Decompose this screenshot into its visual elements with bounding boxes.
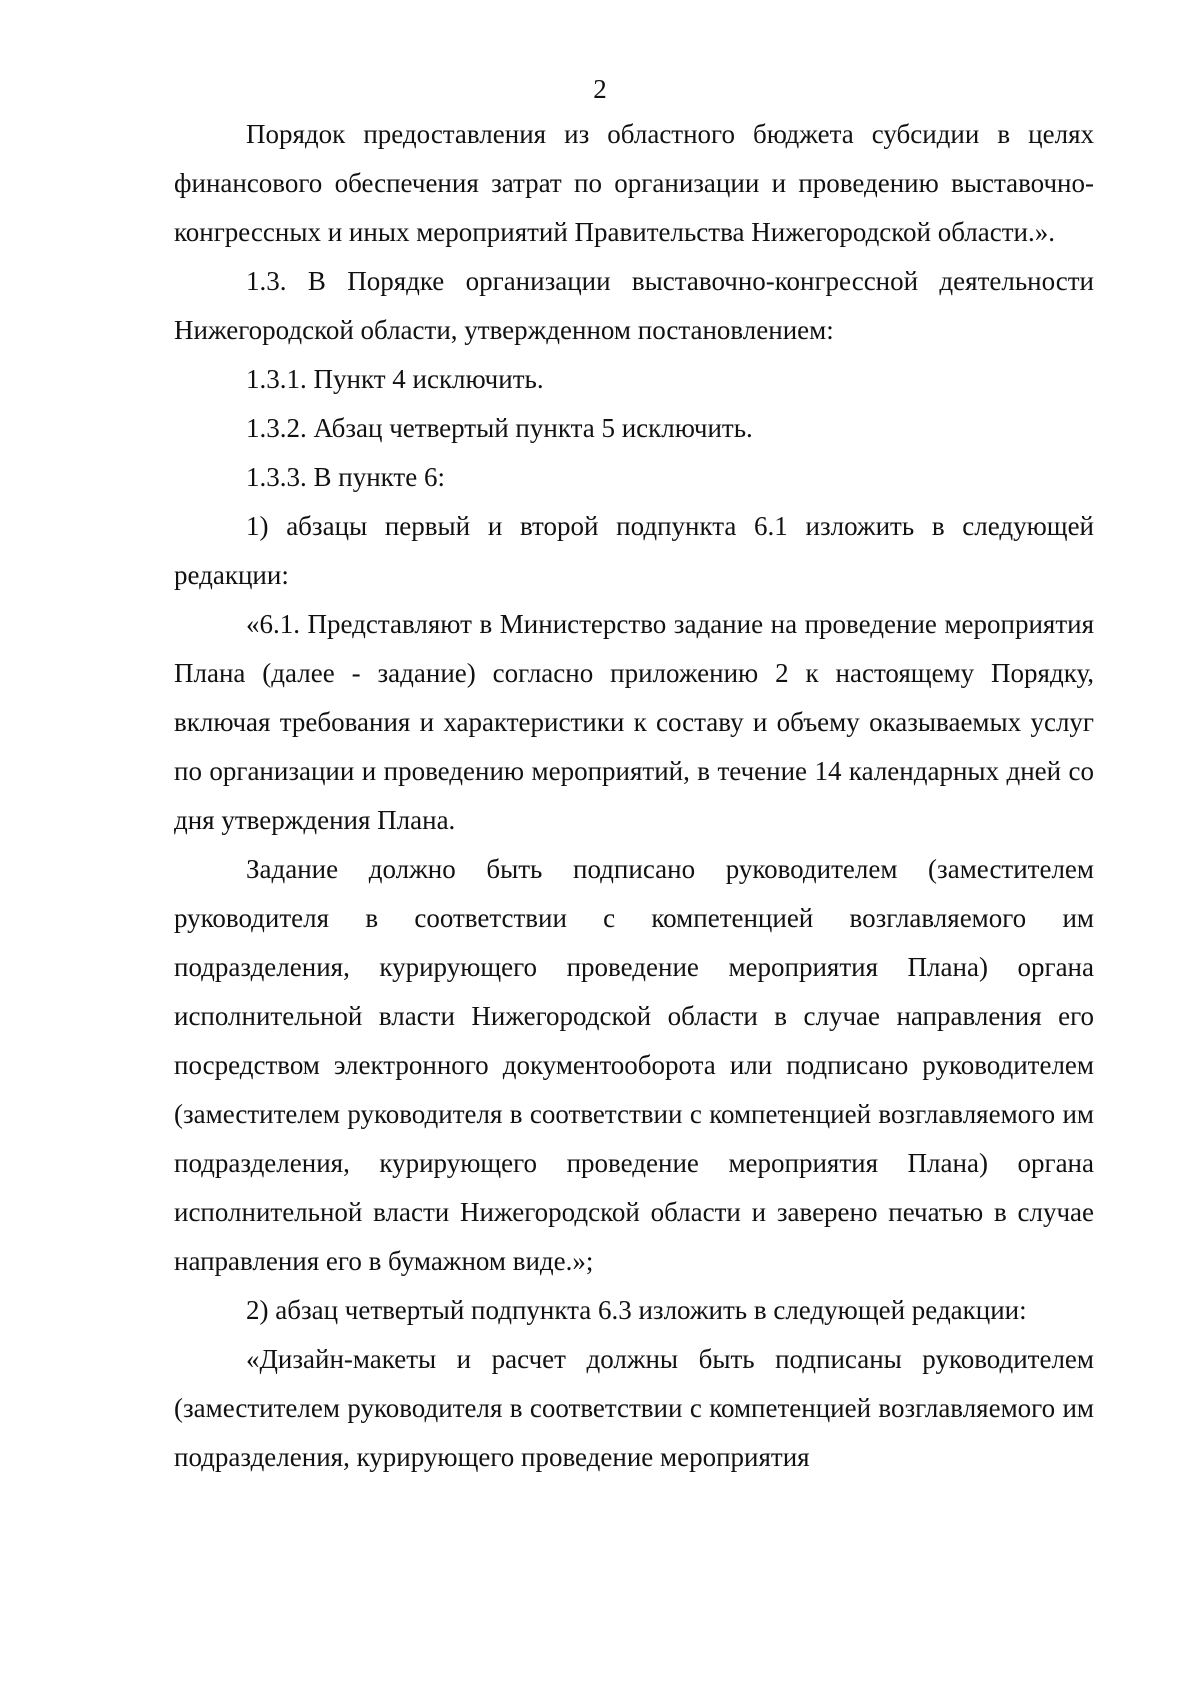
paragraph-item-2: 2) абзац четвертый подпункта 6.3 изложить в следующей редакции: [246,1295,1027,1325]
document-body [174,110,1094,1482]
paragraph-task-signature: Задание должно быть подписано руководителем (заместителем руководителя в соответствии с компетенцией возглавляемого им подразделения, курирующего проведение мероприятия Плана) органа исполнительной власти Нижегородской области в случае направления его посредством электронного документооборота или подписано руководителем (заместителем руководителя в соответствии с компетенцией возглавляемого им подразделения, курирующего проведение мероприятия Плана) органа исполнительной власти Нижегородской области и заверено печатью в случае направления его в бумажном виде.»; [174,854,1094,1276]
paragraph-1-3: 1.3. В Порядке организации выставочно-конгрессной деятельности Нижегородской области, утвержденном постановлением: [174,266,1094,345]
page-number: 2 [593,74,607,104]
paragraph-item-1: 1) абзацы первый и второй подпункта 6.1 изложить в следующей редакции: [174,511,1094,590]
paragraph-design-layouts: «Дизайн-макеты и расчет должны быть подписаны руководителем (заместителем руководителя в соответствии с компетенцией возглавляемого им подразделения, курирующего проведение мероприятия [174,1344,1094,1472]
paragraph-subsidy-order: Порядок предоставления из областного бюджета субсидии в целях финансового обеспечения затрат по организации и проведению выставочно-конгрессных и иных мероприятий Правительства Нижегородской области.». [174,119,1094,247]
paragraph-1-3-2: 1.3.2. Абзац четвертый пункта 5 исключить. [246,413,753,443]
paragraph-1-3-1: 1.3.1. Пункт 4 исключить. [246,364,544,394]
paragraph-1-3-3: 1.3.3. В пункте 6: [246,462,445,492]
paragraph-6-1: «6.1. Представляют в Министерство задание на проведение мероприятия Плана (далее - задание) согласно приложению 2 к настоящему Порядку, включая требования и характеристики к составу и объему оказываемых услуг по организации и проведению мероприятий, в течение 14 календарных дней со дня утверждения Плана. [174,609,1094,835]
